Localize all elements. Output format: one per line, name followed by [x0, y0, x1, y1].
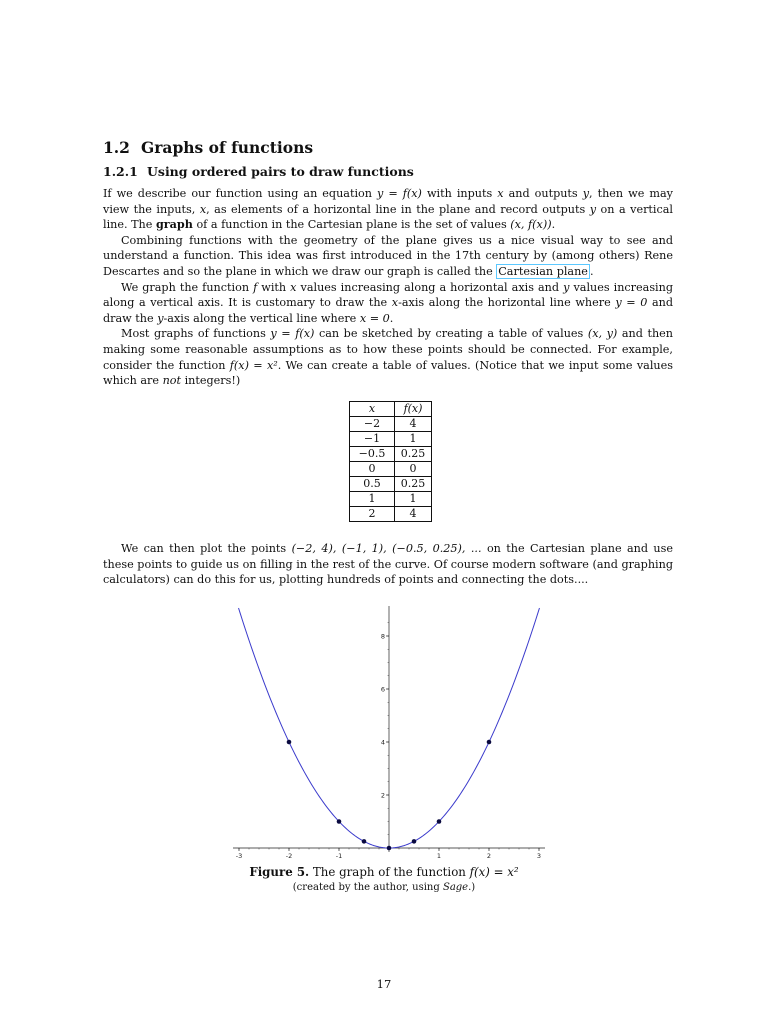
table-cell-fx: 4: [395, 507, 432, 522]
figure-subcaption: (created by the author, using Sage.): [292, 882, 476, 893]
table-cell-x: −0.5: [350, 447, 395, 462]
table-row: [350, 507, 432, 522]
table-cell-fx: 0.25: [395, 447, 432, 462]
paragraph-4: Most graphs of functions y = f(x) can be sketched by creating a table of values (x, y) and then making some reasonable assumptions as to how these points should be connected. For example, consider the function f(x) = x². We can create a table of values. (Notice that we input some values which are not integers!): [103, 327, 673, 388]
y-tick-label: 4: [380, 738, 385, 747]
figure-caption: Figure 5. The graph of the function f(x) = x²: [249, 865, 519, 879]
data-point: [437, 819, 442, 824]
paragraph-5: We can then plot the points (−2, 4), (−1, 1), (−0.5, 0.25), ... on the Cartesian plane and use these points to guide us on filling in the rest of the curve. Of course modern software (and graphing calculators) can do this for us, plotting hundreds of points and connecting the dots....: [103, 542, 673, 587]
data-point: [487, 740, 492, 745]
table-header-row: [350, 402, 432, 417]
x-tick-label: 1: [436, 852, 442, 860]
table-cell-x: 2: [350, 507, 395, 522]
subsection-heading: [103, 164, 414, 179]
paragraph-2: Combining functions with the geometry of the plane gives us a nice visual way to see and understand a function. This idea was first introduced in the 17th century by (among others) Rene Descartes and so the plane in which we draw our graph is called the Cartesian plane .: [103, 233, 673, 278]
data-point: [362, 839, 367, 844]
x-tick-label: 2: [486, 852, 492, 860]
data-point: [337, 819, 342, 824]
parabola-graph: [220, 600, 550, 862]
table-row: [350, 447, 432, 462]
table-cell-x: 0.5: [350, 477, 395, 492]
values-table: [349, 401, 432, 522]
table-row: [350, 432, 432, 447]
table-cell-fx: 1: [395, 432, 432, 447]
section-title: Graphs of functions: [141, 138, 314, 157]
x-tick-label: 3: [536, 852, 542, 860]
cartesian-plane-link[interactable]: Cartesian plane: [498, 264, 588, 278]
table-header-fx: f(x): [395, 402, 432, 417]
paragraph-3: We graph the function f with x values increasing along a horizontal axis and y values increasing along a vertical axis. It is customary to draw the x-axis along the horizontal line where y = 0 and draw the y-axis along the vertical line where x = 0.: [103, 280, 674, 325]
table-row: [350, 477, 432, 492]
table-row: [350, 462, 432, 477]
table-cell-fx: 1: [395, 492, 432, 507]
x-tick-label: -1: [335, 852, 343, 860]
term-graph: graph: [155, 217, 193, 232]
section-heading: [103, 138, 313, 157]
body-text: [103, 186, 673, 389]
table-cell-fx: 4: [395, 417, 432, 432]
y-tick-label: 6: [380, 685, 385, 694]
table-cell-fx: 0: [395, 462, 432, 477]
table-cell-x: 1: [350, 492, 395, 507]
section-number: 1.2: [103, 138, 130, 157]
page-number: 17: [376, 977, 392, 991]
y-tick-label: 8: [380, 632, 385, 641]
x-tick-label: -3: [235, 852, 243, 860]
table-cell-x: −2: [350, 417, 395, 432]
table-cell-x: −1: [350, 432, 395, 447]
subsection-title: Using ordered pairs to draw functions: [147, 164, 414, 179]
paragraph-1: If we describe our function using an equation y = f(x) with inputs x and outputs y, then we may view the inputs, x, as elements of a horizontal line in the plane and record outputs y on a vertical line. The graph of a function in the Cartesian plane is the set of values (x, f(x)).: [103, 187, 673, 232]
table-row: [350, 417, 432, 432]
data-point: [287, 740, 292, 745]
table-header-x: x: [350, 402, 395, 417]
table-cell-x: 0: [350, 462, 395, 477]
subsection-number: 1.2.1: [103, 164, 138, 179]
y-tick-label: 2: [380, 791, 385, 800]
data-point: [387, 846, 392, 851]
x-tick-label: -2: [285, 852, 293, 860]
figure-label: Figure 5.: [249, 865, 310, 879]
table-row: [350, 492, 432, 507]
data-point: [412, 839, 417, 844]
table-cell-fx: 0.25: [395, 477, 432, 492]
